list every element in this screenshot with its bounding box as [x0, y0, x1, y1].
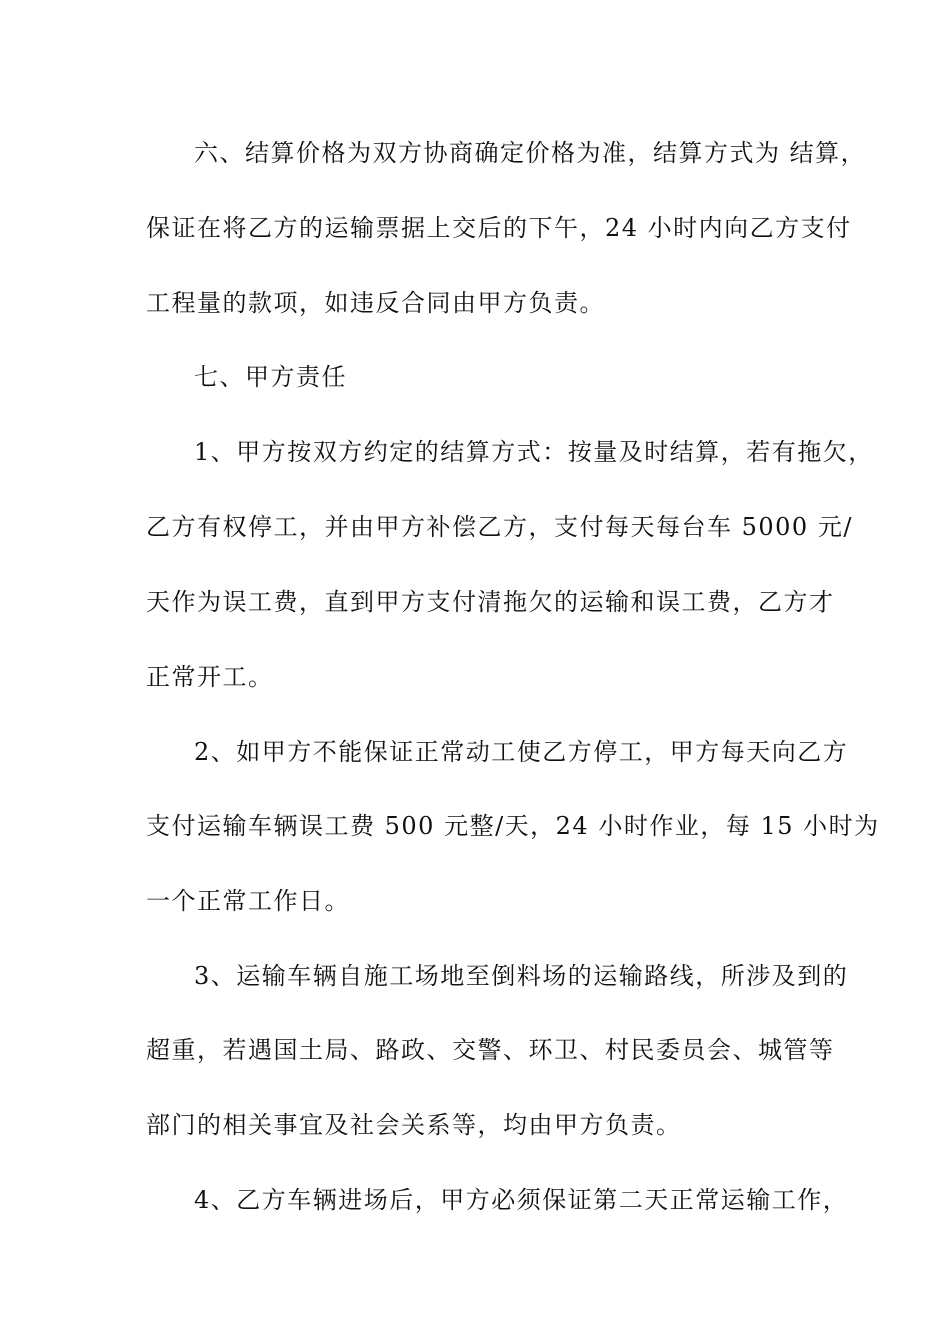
- item-3-line-1: 3、运输车辆自施工场地至倒料场的运输路线，所涉及到的: [194, 962, 849, 990]
- item-3-line-3: 部门的相关事宜及社会关系等，均由甲方负责。: [146, 1111, 682, 1139]
- section-heading-7: 七、甲方责任: [194, 363, 347, 391]
- item-2-line-2: 支付运输车辆误工费 500 元整/天，24 小时作业，每 15 小时为: [146, 812, 880, 840]
- paragraph-6-line-3: 工程量的款项，如违反合同由甲方负责。: [146, 289, 605, 317]
- item-1-line-4: 正常开工。: [146, 663, 274, 691]
- paragraph-6-line-2: 保证在将乙方的运输票据上交后的下午，24 小时内向乙方支付: [146, 214, 852, 242]
- item-4-line-1: 4、乙方车辆进场后，甲方必须保证第二天正常运输工作，: [194, 1186, 849, 1214]
- item-1-line-2: 乙方有权停工，并由甲方补偿乙方，支付每天每台车 5000 元/: [146, 513, 853, 541]
- item-3-line-2: 超重，若遇国土局、路政、交警、环卫、村民委员会、城管等: [146, 1036, 835, 1064]
- paragraph-6-line-1: 六、结算价格为双方协商确定价格为准，结算方式为 结算，: [194, 139, 867, 167]
- item-1-line-3: 天作为误工费，直到甲方支付清拖欠的运输和误工费，乙方才: [146, 588, 835, 616]
- item-1-line-1: 1、甲方按双方约定的结算方式：按量及时结算，若有拖欠，: [194, 438, 874, 466]
- item-2-line-3: 一个正常工作日。: [146, 887, 350, 915]
- item-2-line-1: 2、如甲方不能保证正常动工使乙方停工，甲方每天向乙方: [194, 738, 849, 766]
